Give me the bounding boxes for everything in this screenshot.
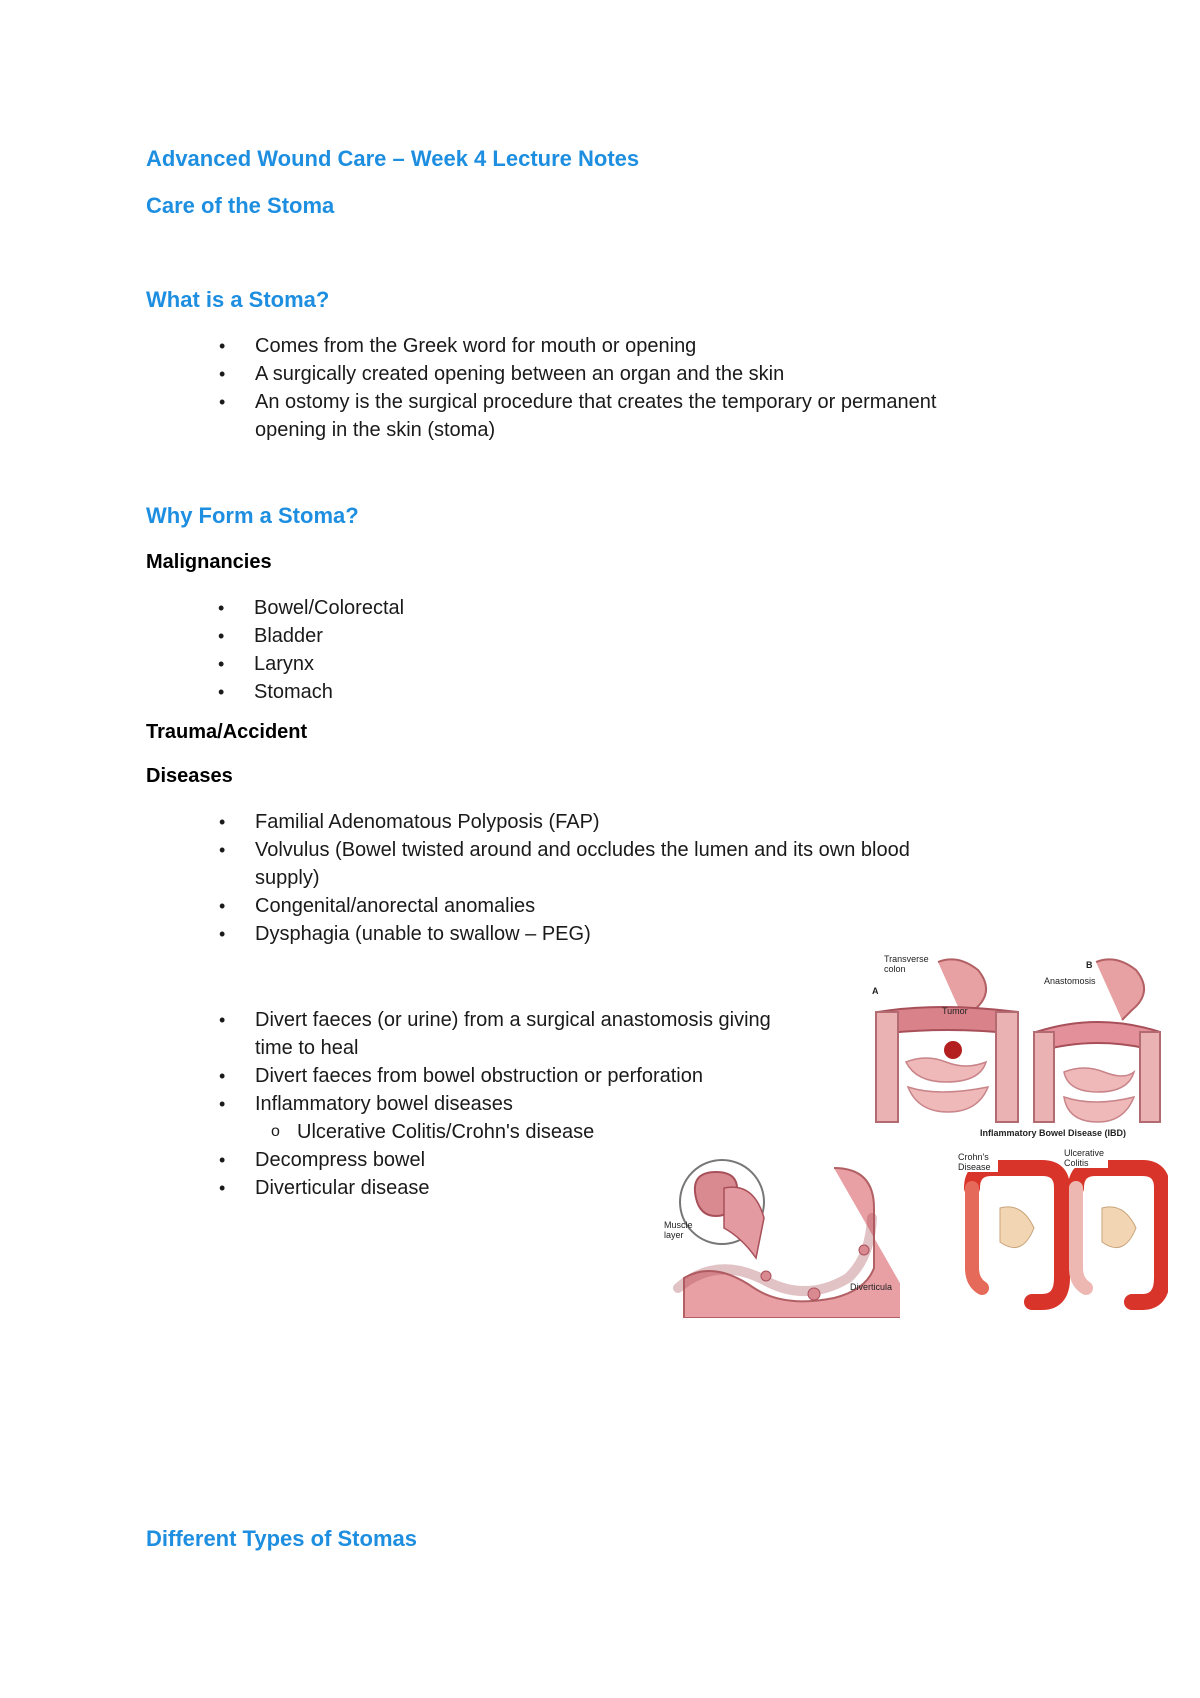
list-item-continuation: opening in the skin (stoma): [255, 419, 496, 441]
list-item: • A surgically created opening between an organ and the skin: [219, 363, 785, 385]
list-item: • Bowel/Colorectal: [218, 597, 405, 619]
list-item: • Bladder: [218, 625, 323, 647]
list-item: • Dysphagia (unable to swallow – PEG): [219, 923, 591, 945]
what-is-stoma-list: [219, 332, 1075, 444]
section-heading-why-form-stoma: Why Form a Stoma?: [146, 503, 359, 528]
list-item: • Stomach: [218, 681, 333, 703]
subheading-diseases: Diseases: [146, 765, 233, 787]
list-item: • Diverticular disease: [219, 1177, 430, 1199]
list-subitem: o Ulcerative Colitis/Crohn's disease: [271, 1121, 595, 1143]
list-item: • Familial Adenomatous Polyposis (FAP): [219, 811, 600, 833]
list-item: • Comes from the Greek word for mouth or opening: [219, 335, 697, 357]
diseases-list: [219, 808, 1075, 948]
list-item: • Volvulus (Bowel twisted around and occludes the lumen and its own blood: [219, 839, 910, 861]
section-heading-what-is-stoma: What is a Stoma?: [146, 287, 330, 312]
list-item: • Divert faeces from bowel obstruction or perforation: [219, 1065, 703, 1087]
section-heading-types-of-stomas: Different Types of Stomas: [146, 1526, 417, 1551]
malignancies-list: [218, 594, 854, 706]
list-item-continuation: supply): [255, 867, 320, 889]
colon-resection-illustration: [868, 952, 1168, 1132]
figure-label-diverticula: Diverticula: [850, 1282, 893, 1292]
figure-label-ulcerative-colitis: Ulcerative Colitis: [1064, 1148, 1108, 1168]
list-item-continuation: time to heal: [255, 1037, 359, 1059]
list-item: • Decompress bowel: [219, 1149, 426, 1171]
subheading-trauma: Trauma/Accident: [146, 721, 308, 743]
list-item: • Larynx: [218, 653, 315, 675]
list-item: • Divert faeces (or urine) from a surgical anastomosis giving: [219, 1009, 771, 1031]
list-item: • An ostomy is the surgical procedure that creates the temporary or permanent: [219, 391, 937, 413]
figure-label-tumor: Tumor: [942, 1006, 968, 1016]
subheading-malignancies: Malignancies: [146, 551, 272, 573]
document-subtitle: Care of the Stoma: [146, 193, 335, 218]
figure-label-muscle-layer: Muscle layer: [664, 1220, 693, 1240]
figure-label-crohns: Crohn's Disease: [958, 1152, 998, 1172]
ibd-illustration: [952, 1128, 1168, 1310]
diverticula-illustration: [664, 1158, 900, 1318]
figure-label-a: A: [872, 986, 879, 996]
figure-label-anastomosis: Anastomosis: [1044, 976, 1096, 986]
document-title: Advanced Wound Care – Week 4 Lecture Notes: [146, 146, 640, 171]
figure-label-transverse-colon: Transverse colon: [884, 954, 929, 974]
list-item: • Congenital/anorectal anomalies: [219, 895, 536, 917]
figure-label-b: B: [1086, 960, 1093, 970]
list-item: • Inflammatory bowel diseases: [219, 1093, 513, 1115]
figure-label-ibd-title: Inflammatory Bowel Disease (IBD): [980, 1128, 1127, 1138]
